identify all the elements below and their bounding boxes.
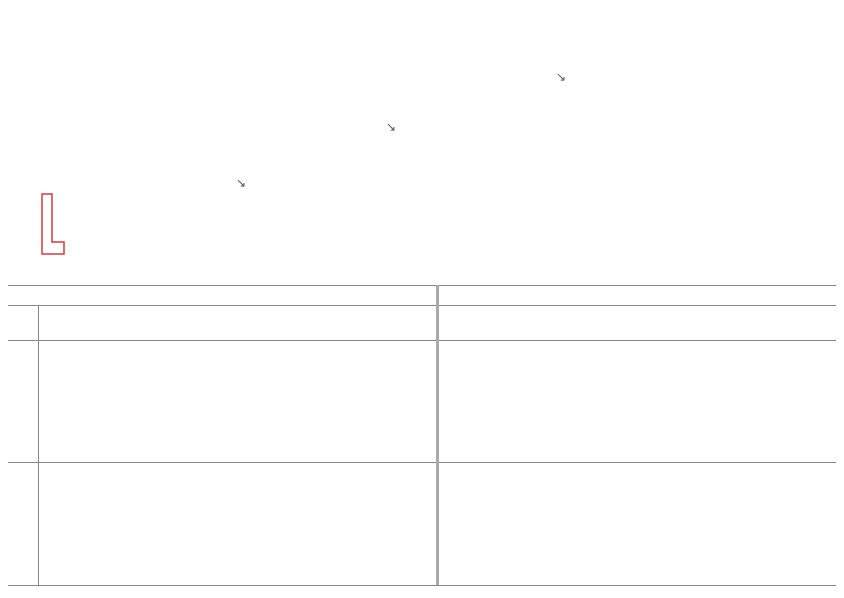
table-center-divider (436, 285, 439, 585)
table-top-border (8, 285, 836, 286)
table-bottom-border (8, 585, 836, 586)
arrow-large: ↘ (556, 70, 567, 84)
table-row-divider (8, 462, 836, 463)
stand-part-illustration (34, 192, 74, 260)
table-header-divider (8, 340, 836, 341)
arrow-medium: ↘ (386, 120, 397, 134)
arrow-small: ↘ (236, 176, 247, 190)
table-title-divider (8, 305, 836, 306)
table-row-head-divider (38, 305, 39, 585)
